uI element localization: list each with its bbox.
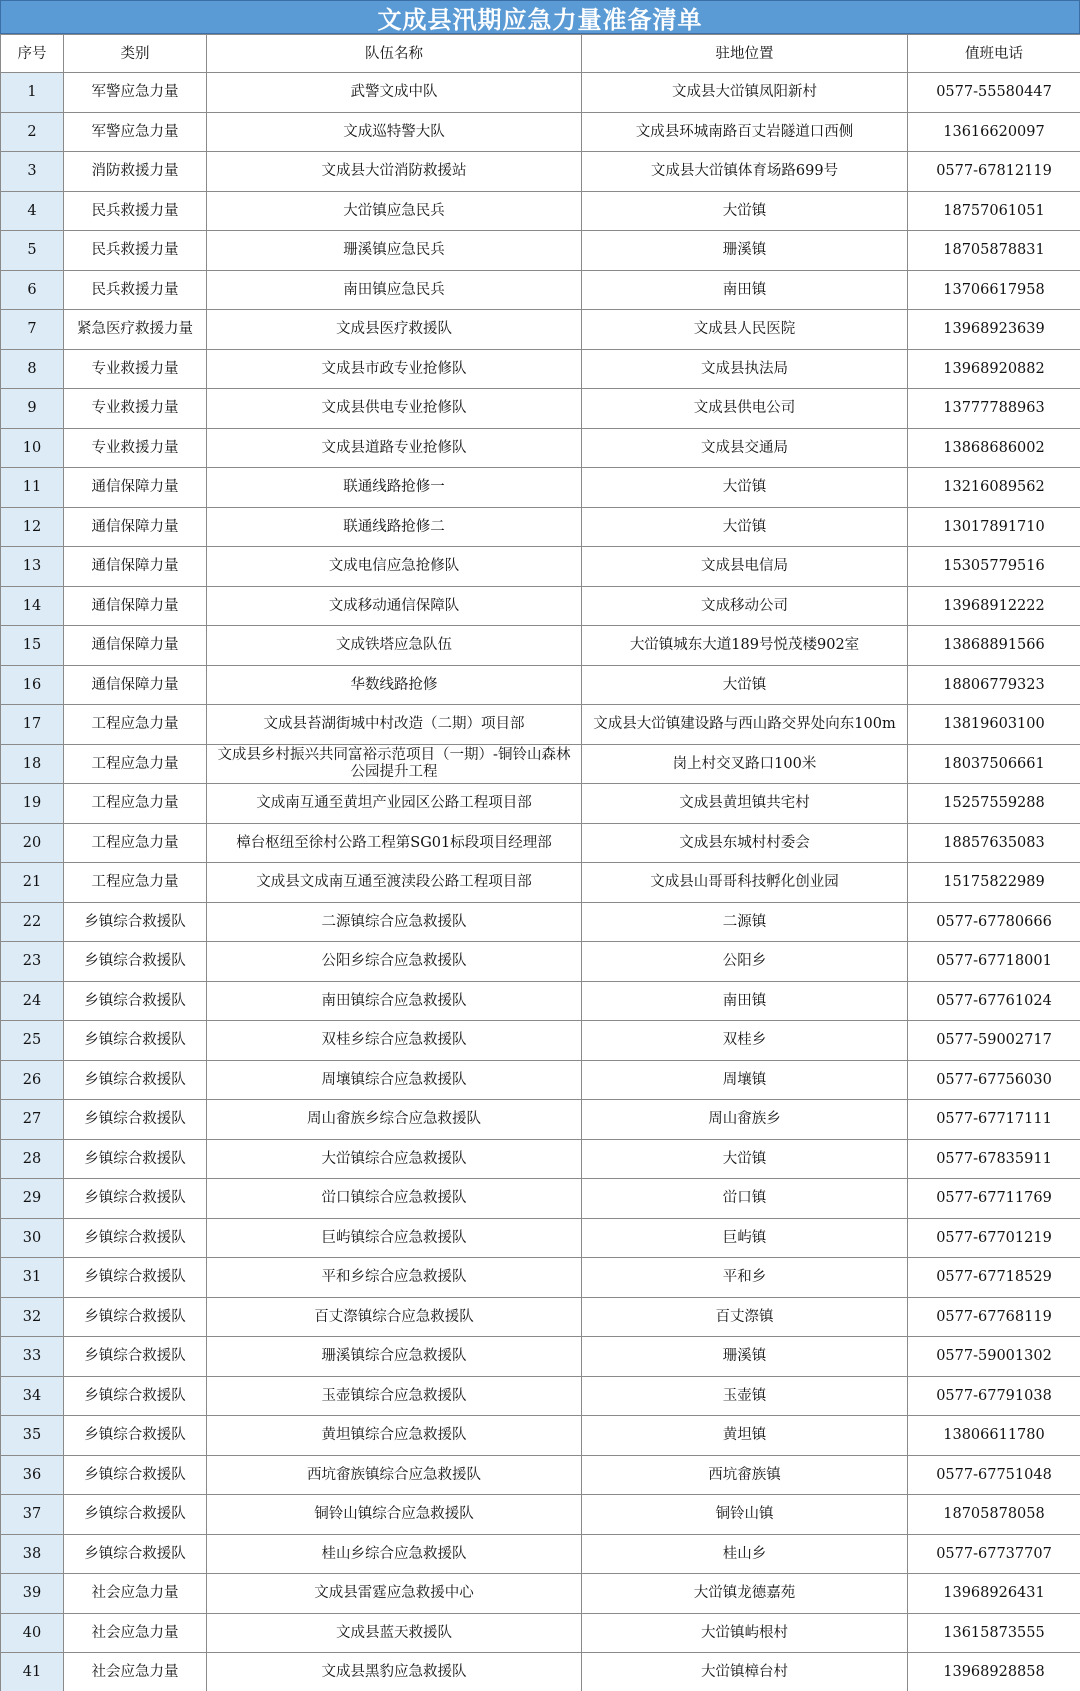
cell-category: 消防救援力量: [64, 152, 207, 192]
cell-category: 社会应急力量: [64, 1653, 207, 1691]
cell-team-name: 文成县大峃消防救援站: [207, 152, 582, 192]
cell-category: 乡镇综合救援队: [64, 1139, 207, 1179]
cell-index: 1: [1, 73, 64, 113]
cell-category: 通信保障力量: [64, 547, 207, 587]
emergency-force-table: [0, 34, 1080, 1691]
header-phone: 值班电话: [908, 35, 1080, 73]
cell-index: 38: [1, 1534, 64, 1574]
cell-location: 大峃镇: [582, 507, 908, 547]
table-row: [1, 428, 1080, 468]
cell-location: 岗上村交叉路口100米: [582, 744, 908, 784]
cell-team-name: 文成巡特警大队: [207, 112, 582, 152]
cell-location: 黄坦镇: [582, 1416, 908, 1456]
cell-phone: 18705878058: [908, 1495, 1080, 1535]
table-row: [1, 270, 1080, 310]
cell-location: 二源镇: [582, 902, 908, 942]
cell-location: 大峃镇樟台村: [582, 1653, 908, 1691]
table-row: [1, 665, 1080, 705]
cell-team-name: 文成县乡村振兴共同富裕示范项目（一期）-铜铃山森林公园提升工程: [207, 744, 582, 784]
cell-team-name: 南田镇综合应急救援队: [207, 981, 582, 1021]
cell-location: 文成移动公司: [582, 586, 908, 626]
cell-team-name: 西坑畲族镇综合应急救援队: [207, 1455, 582, 1495]
cell-index: 19: [1, 784, 64, 824]
header-team-name: 队伍名称: [207, 35, 582, 73]
table-row: [1, 1455, 1080, 1495]
cell-team-name: 大峃镇应急民兵: [207, 191, 582, 231]
cell-category: 乡镇综合救援队: [64, 1337, 207, 1377]
cell-phone: 13968912222: [908, 586, 1080, 626]
cell-category: 通信保障力量: [64, 586, 207, 626]
table-row: [1, 1416, 1080, 1456]
cell-team-name: 珊溪镇综合应急救援队: [207, 1337, 582, 1377]
cell-index: 14: [1, 586, 64, 626]
cell-phone: 0577-67835911: [908, 1139, 1080, 1179]
cell-phone: 18705878831: [908, 231, 1080, 271]
cell-team-name: 铜铃山镇综合应急救援队: [207, 1495, 582, 1535]
cell-category: 民兵救援力量: [64, 191, 207, 231]
cell-team-name: 峃口镇综合应急救援队: [207, 1179, 582, 1219]
cell-location: 文成县电信局: [582, 547, 908, 587]
cell-index: 26: [1, 1060, 64, 1100]
cell-category: 工程应急力量: [64, 823, 207, 863]
cell-phone: 0577-67791038: [908, 1376, 1080, 1416]
cell-category: 乡镇综合救援队: [64, 942, 207, 982]
table-row: [1, 1060, 1080, 1100]
cell-index: 36: [1, 1455, 64, 1495]
cell-location: 珊溪镇: [582, 1337, 908, 1377]
cell-phone: 13615873555: [908, 1613, 1080, 1653]
table-row: [1, 626, 1080, 666]
cell-category: 民兵救援力量: [64, 270, 207, 310]
cell-index: 2: [1, 112, 64, 152]
cell-phone: 13819603100: [908, 705, 1080, 745]
table-row: [1, 1100, 1080, 1140]
table-row: [1, 784, 1080, 824]
table-row: [1, 152, 1080, 192]
cell-team-name: 珊溪镇应急民兵: [207, 231, 582, 271]
cell-location: 大峃镇城东大道189号悦茂楼902室: [582, 626, 908, 666]
cell-index: 7: [1, 310, 64, 350]
cell-location: 大峃镇: [582, 665, 908, 705]
cell-index: 13: [1, 547, 64, 587]
cell-category: 乡镇综合救援队: [64, 1021, 207, 1061]
table-row: [1, 1495, 1080, 1535]
cell-index: 25: [1, 1021, 64, 1061]
cell-phone: 0577-67780666: [908, 902, 1080, 942]
cell-location: 铜铃山镇: [582, 1495, 908, 1535]
cell-index: 28: [1, 1139, 64, 1179]
cell-index: 41: [1, 1653, 64, 1691]
cell-location: 文成县执法局: [582, 349, 908, 389]
cell-team-name: 百丈漈镇综合应急救援队: [207, 1297, 582, 1337]
cell-index: 39: [1, 1574, 64, 1614]
cell-category: 军警应急力量: [64, 112, 207, 152]
cell-category: 专业救援力量: [64, 389, 207, 429]
cell-team-name: 周山畲族乡综合应急救援队: [207, 1100, 582, 1140]
cell-team-name: 南田镇应急民兵: [207, 270, 582, 310]
cell-phone: 13968923639: [908, 310, 1080, 350]
cell-team-name: 周壤镇综合应急救援队: [207, 1060, 582, 1100]
cell-phone: 0577-59001302: [908, 1337, 1080, 1377]
cell-phone: 18037506661: [908, 744, 1080, 784]
cell-category: 乡镇综合救援队: [64, 1179, 207, 1219]
cell-location: 大峃镇龙德嘉苑: [582, 1574, 908, 1614]
cell-index: 6: [1, 270, 64, 310]
cell-location: 公阳乡: [582, 942, 908, 982]
cell-phone: 18857635083: [908, 823, 1080, 863]
table-row: [1, 112, 1080, 152]
cell-index: 33: [1, 1337, 64, 1377]
table-row: [1, 1297, 1080, 1337]
cell-phone: 0577-67761024: [908, 981, 1080, 1021]
cell-category: 乡镇综合救援队: [64, 1297, 207, 1337]
cell-phone: 0577-67717111: [908, 1100, 1080, 1140]
cell-index: 22: [1, 902, 64, 942]
table-row: [1, 507, 1080, 547]
cell-location: 大峃镇: [582, 468, 908, 508]
cell-location: 文成县环城南路百丈岩隧道口西侧: [582, 112, 908, 152]
table-row: [1, 942, 1080, 982]
table-row: [1, 1337, 1080, 1377]
header-index: 序号: [1, 35, 64, 73]
table-body: [1, 73, 1080, 1691]
cell-category: 通信保障力量: [64, 468, 207, 508]
cell-phone: 13216089562: [908, 468, 1080, 508]
table-row: [1, 1653, 1080, 1691]
cell-location: 平和乡: [582, 1258, 908, 1298]
cell-category: 乡镇综合救援队: [64, 1060, 207, 1100]
table-header-row: [1, 35, 1080, 73]
cell-phone: 15305779516: [908, 547, 1080, 587]
table-row: [1, 1613, 1080, 1653]
table-row: [1, 863, 1080, 903]
cell-team-name: 文成电信应急抢修队: [207, 547, 582, 587]
cell-index: 10: [1, 428, 64, 468]
cell-index: 32: [1, 1297, 64, 1337]
cell-index: 27: [1, 1100, 64, 1140]
cell-category: 社会应急力量: [64, 1574, 207, 1614]
cell-team-name: 文成铁塔应急队伍: [207, 626, 582, 666]
cell-team-name: 文成县文成南互通至渡渎段公路工程项目部: [207, 863, 582, 903]
cell-location: 大峃镇: [582, 191, 908, 231]
cell-team-name: 华数线路抢修: [207, 665, 582, 705]
cell-team-name: 大峃镇综合应急救援队: [207, 1139, 582, 1179]
cell-category: 乡镇综合救援队: [64, 1534, 207, 1574]
cell-team-name: 双桂乡综合应急救援队: [207, 1021, 582, 1061]
cell-index: 18: [1, 744, 64, 784]
table-row: [1, 902, 1080, 942]
table-row: [1, 586, 1080, 626]
cell-location: 玉壶镇: [582, 1376, 908, 1416]
cell-category: 军警应急力量: [64, 73, 207, 113]
cell-location: 南田镇: [582, 981, 908, 1021]
cell-category: 紧急医疗救援力量: [64, 310, 207, 350]
cell-index: 37: [1, 1495, 64, 1535]
cell-team-name: 文成南互通至黄坦产业园区公路工程项目部: [207, 784, 582, 824]
cell-category: 工程应急力量: [64, 784, 207, 824]
cell-phone: 0577-67718001: [908, 942, 1080, 982]
table-row: [1, 981, 1080, 1021]
cell-team-name: 文成县市政专业抢修队: [207, 349, 582, 389]
table-row: [1, 468, 1080, 508]
cell-team-name: 桂山乡综合应急救援队: [207, 1534, 582, 1574]
cell-category: 乡镇综合救援队: [64, 1455, 207, 1495]
table-row: [1, 705, 1080, 745]
cell-index: 4: [1, 191, 64, 231]
cell-location: 周山畲族乡: [582, 1100, 908, 1140]
cell-phone: 18806779323: [908, 665, 1080, 705]
table-row: [1, 1139, 1080, 1179]
cell-index: 11: [1, 468, 64, 508]
cell-phone: 13968926431: [908, 1574, 1080, 1614]
cell-index: 5: [1, 231, 64, 271]
cell-index: 21: [1, 863, 64, 903]
cell-location: 西坑畲族镇: [582, 1455, 908, 1495]
cell-category: 工程应急力量: [64, 863, 207, 903]
table-row: [1, 823, 1080, 863]
cell-team-name: 二源镇综合应急救援队: [207, 902, 582, 942]
cell-index: 9: [1, 389, 64, 429]
cell-category: 乡镇综合救援队: [64, 1258, 207, 1298]
cell-category: 乡镇综合救援队: [64, 1100, 207, 1140]
cell-phone: 13806611780: [908, 1416, 1080, 1456]
table-row: [1, 191, 1080, 231]
cell-location: 珊溪镇: [582, 231, 908, 271]
cell-category: 社会应急力量: [64, 1613, 207, 1653]
table-row: [1, 1258, 1080, 1298]
cell-phone: 13868686002: [908, 428, 1080, 468]
cell-index: 20: [1, 823, 64, 863]
cell-location: 文成县交通局: [582, 428, 908, 468]
cell-location: 文成县大峃镇凤阳新村: [582, 73, 908, 113]
cell-phone: 18757061051: [908, 191, 1080, 231]
cell-team-name: 文成移动通信保障队: [207, 586, 582, 626]
cell-location: 桂山乡: [582, 1534, 908, 1574]
cell-location: 双桂乡: [582, 1021, 908, 1061]
cell-team-name: 黄坦镇综合应急救援队: [207, 1416, 582, 1456]
cell-category: 工程应急力量: [64, 705, 207, 745]
cell-category: 专业救援力量: [64, 428, 207, 468]
table-row: [1, 744, 1080, 784]
cell-category: 专业救援力量: [64, 349, 207, 389]
header-location: 驻地位置: [582, 35, 908, 73]
table-row: [1, 349, 1080, 389]
cell-index: 35: [1, 1416, 64, 1456]
table-row: [1, 547, 1080, 587]
cell-location: 大峃镇屿根村: [582, 1613, 908, 1653]
cell-phone: 15175822989: [908, 863, 1080, 903]
cell-phone: 0577-67768119: [908, 1297, 1080, 1337]
cell-phone: 0577-67756030: [908, 1060, 1080, 1100]
table-row: [1, 1179, 1080, 1219]
cell-category: 民兵救援力量: [64, 231, 207, 271]
cell-team-name: 巨屿镇综合应急救援队: [207, 1218, 582, 1258]
cell-team-name: 公阳乡综合应急救援队: [207, 942, 582, 982]
cell-index: 8: [1, 349, 64, 389]
cell-team-name: 联通线路抢修二: [207, 507, 582, 547]
header-category: 类别: [64, 35, 207, 73]
cell-category: 通信保障力量: [64, 507, 207, 547]
cell-team-name: 联通线路抢修一: [207, 468, 582, 508]
cell-location: 文成县黄坦镇共宅村: [582, 784, 908, 824]
cell-team-name: 文成县道路专业抢修队: [207, 428, 582, 468]
cell-team-name: 文成县医疗救援队: [207, 310, 582, 350]
table-row: [1, 389, 1080, 429]
cell-location: 文成县人民医院: [582, 310, 908, 350]
cell-category: 乡镇综合救援队: [64, 981, 207, 1021]
cell-category: 乡镇综合救援队: [64, 1218, 207, 1258]
cell-location: 文成县山哥哥科技孵化创业园: [582, 863, 908, 903]
cell-index: 24: [1, 981, 64, 1021]
cell-team-name: 武警文成中队: [207, 73, 582, 113]
cell-location: 文成县大峃镇建设路与西山路交界处向东100m: [582, 705, 908, 745]
page-title: 文成县汛期应急力量准备清单: [0, 0, 1080, 34]
cell-location: 文成县大峃镇体育场路699号: [582, 152, 908, 192]
cell-team-name: 樟台枢纽至徐村公路工程第SG01标段项目经理部: [207, 823, 582, 863]
cell-team-name: 文成县黑豹应急救援队: [207, 1653, 582, 1691]
cell-team-name: 文成县蓝天救援队: [207, 1613, 582, 1653]
cell-category: 乡镇综合救援队: [64, 902, 207, 942]
cell-team-name: 玉壶镇综合应急救援队: [207, 1376, 582, 1416]
cell-index: 17: [1, 705, 64, 745]
cell-phone: 0577-67718529: [908, 1258, 1080, 1298]
cell-category: 乡镇综合救援队: [64, 1376, 207, 1416]
table-row: [1, 1021, 1080, 1061]
cell-location: 周壤镇: [582, 1060, 908, 1100]
cell-phone: 13706617958: [908, 270, 1080, 310]
cell-phone: 13777788963: [908, 389, 1080, 429]
cell-team-name: 文成县苔湖街城中村改造（二期）项目部: [207, 705, 582, 745]
cell-phone: 0577-59002717: [908, 1021, 1080, 1061]
cell-location: 文成县供电公司: [582, 389, 908, 429]
cell-location: 文成县东城村村委会: [582, 823, 908, 863]
cell-team-name: 文成县雷霆应急救援中心: [207, 1574, 582, 1614]
cell-index: 15: [1, 626, 64, 666]
cell-category: 工程应急力量: [64, 744, 207, 784]
cell-index: 12: [1, 507, 64, 547]
cell-location: 大峃镇: [582, 1139, 908, 1179]
cell-category: 通信保障力量: [64, 665, 207, 705]
cell-location: 南田镇: [582, 270, 908, 310]
cell-location: 百丈漈镇: [582, 1297, 908, 1337]
cell-phone: 0577-67751048: [908, 1455, 1080, 1495]
cell-phone: 0577-67711769: [908, 1179, 1080, 1219]
cell-category: 乡镇综合救援队: [64, 1416, 207, 1456]
table-row: [1, 310, 1080, 350]
cell-category: 通信保障力量: [64, 626, 207, 666]
cell-index: 29: [1, 1179, 64, 1219]
cell-phone: 15257559288: [908, 784, 1080, 824]
table-row: [1, 73, 1080, 113]
cell-team-name: 文成县供电专业抢修队: [207, 389, 582, 429]
cell-location: 峃口镇: [582, 1179, 908, 1219]
table-row: [1, 1218, 1080, 1258]
cell-category: 乡镇综合救援队: [64, 1495, 207, 1535]
cell-team-name: 平和乡综合应急救援队: [207, 1258, 582, 1298]
cell-index: 23: [1, 942, 64, 982]
cell-index: 31: [1, 1258, 64, 1298]
cell-index: 34: [1, 1376, 64, 1416]
table-row: [1, 231, 1080, 271]
cell-phone: 0577-67812119: [908, 152, 1080, 192]
cell-phone: 13616620097: [908, 112, 1080, 152]
cell-index: 3: [1, 152, 64, 192]
cell-phone: 0577-55580447: [908, 73, 1080, 113]
cell-phone: 13868891566: [908, 626, 1080, 666]
table-row: [1, 1574, 1080, 1614]
cell-location: 巨屿镇: [582, 1218, 908, 1258]
cell-index: 16: [1, 665, 64, 705]
cell-index: 40: [1, 1613, 64, 1653]
cell-phone: 13017891710: [908, 507, 1080, 547]
cell-index: 30: [1, 1218, 64, 1258]
cell-phone: 13968928858: [908, 1653, 1080, 1691]
table-row: [1, 1376, 1080, 1416]
cell-phone: 0577-67701219: [908, 1218, 1080, 1258]
cell-phone: 0577-67737707: [908, 1534, 1080, 1574]
table-row: [1, 1534, 1080, 1574]
cell-phone: 13968920882: [908, 349, 1080, 389]
